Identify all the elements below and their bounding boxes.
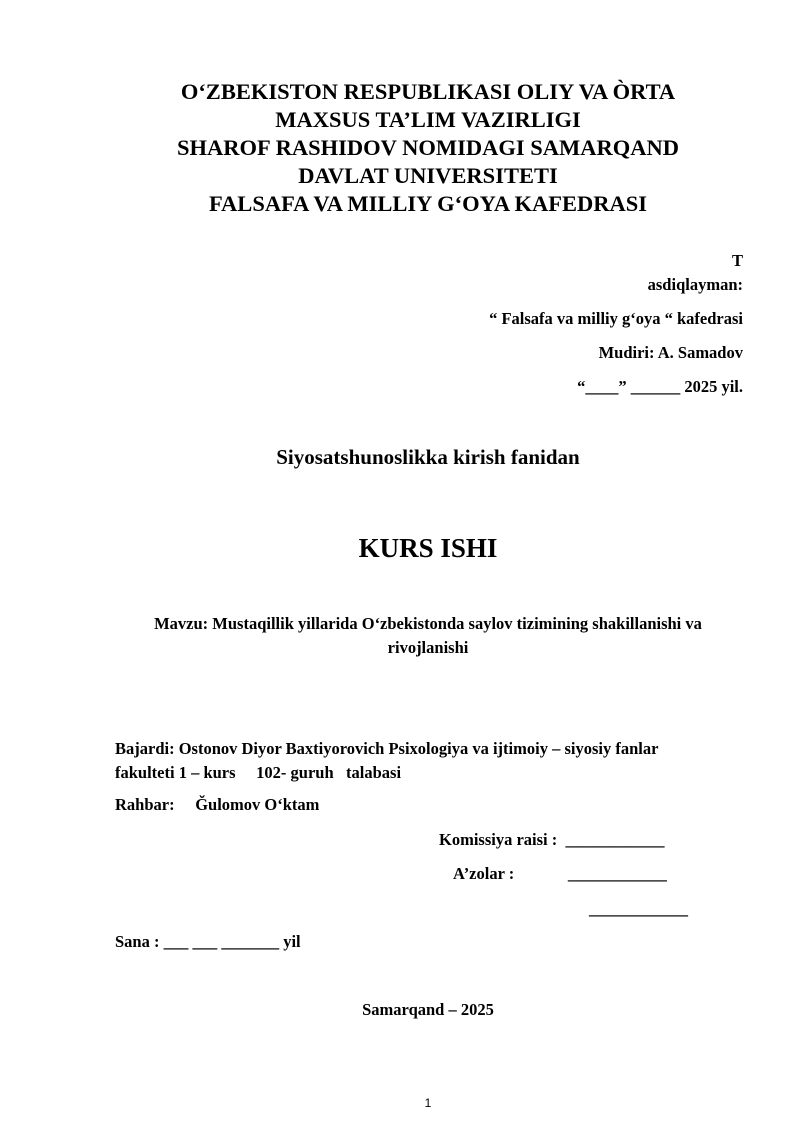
approval-department: “ Falsafa va milliy g‘oya “ kafedrasi [489, 309, 743, 328]
date-line: Sana : ___ ___ _______ yil [115, 932, 301, 951]
city-year: Samarqand – 2025 [362, 1000, 494, 1019]
topic-line-1: Mavzu: Mustaqillik yillarida O‘zbekistonda saylov tizimining shakillanishi va [154, 614, 702, 633]
approval-line-2: asdiqlayman: [647, 275, 743, 294]
document-type-title: KURS ISHI [358, 533, 498, 563]
header-line-4: DAVLAT UNIVERSITETI [298, 163, 558, 188]
subject-title: Siyosatshunoslikka kirish fanidan [276, 445, 580, 469]
topic [112, 612, 744, 660]
approval-date: “____” ______ 2025 yil. [577, 377, 743, 396]
commission-chair: Komissiya raisi : ____________ [439, 830, 665, 849]
commission-members: A’zolar : ____________ [453, 864, 667, 883]
approval-line-1: T [731, 251, 743, 270]
commission-members-line-2: ____________ [589, 899, 688, 918]
approval-head: Mudiri: A. Samadov [598, 343, 743, 362]
page-number: 1 [424, 1096, 432, 1110]
author-line-2: fakulteti 1 – kurs 102- guruh talabasi [115, 763, 402, 782]
topic-line-2: rivojlanishi [387, 638, 469, 657]
supervisor: Rahbar: Ğulomov O‘ktam [115, 795, 320, 814]
author-line-1: Bajardi: Ostonov Diyor Baxtiyorovich Psixologiya va ijtimoiy – siyosiy fanlar [115, 739, 659, 758]
header-line-3: SHAROF RASHIDOV NOMIDAGI SAMARQAND [177, 135, 679, 160]
header-line-1: O‘ZBEKISTON RESPUBLIKASI OLIY VA ÒRTA [180, 79, 676, 104]
header-line-5: FALSAFA VA MILLIY G‘OYA KAFEDRASI [208, 191, 647, 216]
header-line-2: MAXSUS TA’LIM VAZIRLIGI [275, 107, 581, 132]
institution-header [100, 78, 756, 218]
author-info [115, 737, 755, 785]
